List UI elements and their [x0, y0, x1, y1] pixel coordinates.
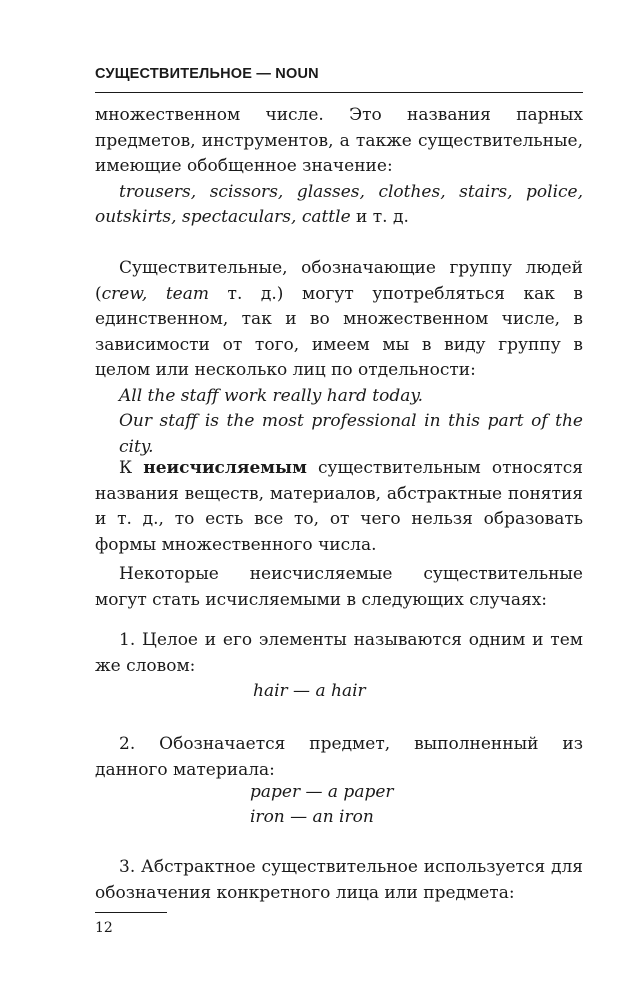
paragraph-collective-nouns: [95, 256, 583, 460]
collective-nouns-text: [95, 256, 583, 384]
page-number: 12: [95, 920, 113, 936]
plural-nouns-examples: [95, 180, 583, 231]
list-item-2-example-2: iron — an iron: [250, 807, 374, 827]
running-header: СУЩЕСТВИТЕЛЬНОЕ — NOUN: [95, 66, 319, 82]
paragraph-uncountable: [95, 456, 583, 613]
plural-examples-italic: trousers, scissors, glasses, clothes, stairs, police, outskirts, spectaculars, cattle: [95, 181, 583, 227]
uncountable-cases-intro: Некоторые неисчисляемые существительные могут стать исчисляемыми в следующих случаях:: [95, 564, 583, 610]
list-item-3-text: 3. Абстрактное существительное используется для обозначения конкретного лица или предмета:: [95, 857, 583, 903]
collective-text-a: Существительные, обозначающие группу людей (: [95, 258, 583, 304]
example-sentence-2: Our staff is the most professional in this part of the city.: [119, 411, 583, 457]
paragraph-plural-nouns: [95, 103, 583, 231]
plural-examples-tail: и т. д.: [350, 207, 409, 227]
uncountable-bold-term: неисчисляемым: [143, 458, 307, 478]
uncountable-text: [95, 456, 583, 558]
list-item-1-example: hair — a hair: [253, 681, 366, 701]
example-sentence-1: All the staff work really hard today.: [119, 385, 424, 406]
list-item-2-example-1: paper — a paper: [250, 782, 394, 802]
uncountable-text-a: К: [119, 458, 144, 478]
footer-rule: [95, 912, 167, 913]
plural-nouns-text: множественном числе. Это названия парных предметов, инструментов, а также существительные, имеющие обобщенное значение:: [95, 105, 583, 176]
list-item-3: [95, 855, 583, 906]
collective-italic: crew, team: [101, 283, 209, 304]
collective-text-b: т. д.) могут употребляться как в единственном, так и во множественном числе, в зависимости от того, имеем мы в виду группу в целом или несколько лиц по отдельности:: [95, 283, 583, 380]
list-item-1: [95, 628, 583, 679]
list-item-1-text: 1. Целое и его элементы называются одним и тем же словом:: [95, 630, 583, 676]
header-rule: [95, 92, 583, 93]
uncountable-text-b: существительным относятся названия веществ, материалов, абстрактные понятия и т. д., то есть все то, от чего нельзя образовать формы множественного числа.: [95, 458, 583, 555]
list-item-2: [95, 732, 583, 783]
list-item-2-text: 2. Обозначается предмет, выполненный из данного материала:: [95, 734, 583, 780]
